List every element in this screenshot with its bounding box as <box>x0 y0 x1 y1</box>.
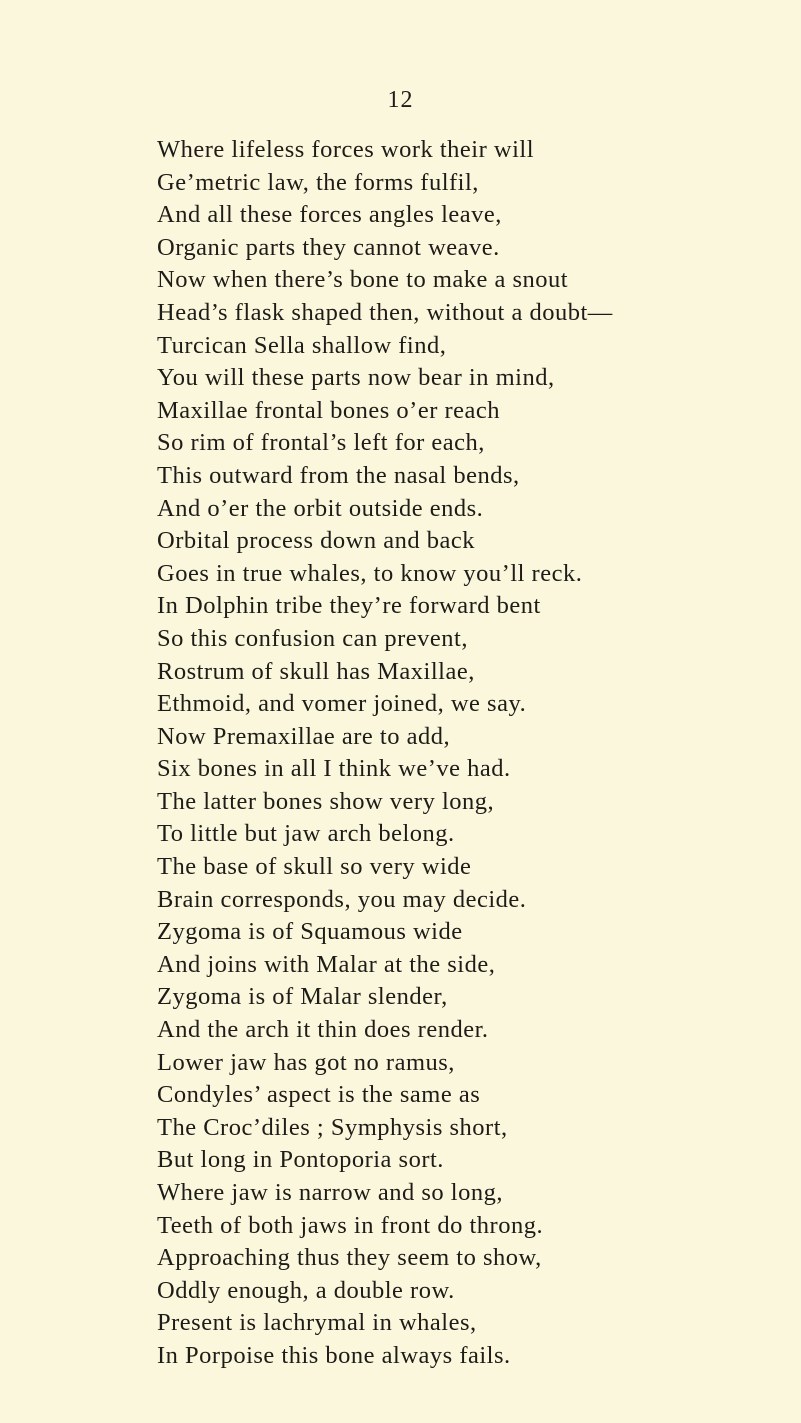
poem-line: Approaching thus they seem to show, <box>157 1244 542 1272</box>
poem-line: Turcican Sella shallow find, <box>157 331 447 359</box>
poem-line: Rostrum of skull has Maxillae, <box>157 657 475 685</box>
poem-line: So rim of frontal’s left for each, <box>157 429 485 457</box>
poem-line: The Croc’diles ; Symphysis short, <box>157 1113 508 1141</box>
poem-line: Zygoma is of Squamous wide <box>157 918 463 946</box>
poem-line: In Dolphin tribe they’re forward bent <box>157 592 541 620</box>
poem-line: To little but jaw arch belong. <box>157 820 455 848</box>
page-number: 12 <box>387 87 414 113</box>
poem-line: The latter bones show very long, <box>157 787 495 815</box>
poem-line: Oddly enough, a double row. <box>157 1276 455 1304</box>
poem-text <box>157 134 797 1373</box>
poem-line: Head’s flask shaped then, without a doubt— <box>157 298 613 326</box>
poem-line: So this confusion can prevent, <box>157 624 468 652</box>
poem-line: The base of skull so very wide <box>157 853 472 881</box>
poem-line: Brain corresponds, you may decide. <box>157 885 527 913</box>
poem-line: Lower jaw has got no ramus, <box>157 1048 455 1076</box>
poem-line: Orbital process down and back <box>157 527 475 555</box>
poem-line: Ethmoid, and vomer joined, we say. <box>157 690 527 718</box>
poem-line: And all these forces angles leave, <box>157 201 502 229</box>
poem-line: Present is lachrymal in whales, <box>157 1309 477 1337</box>
poem-line: Goes in true whales, to know you’ll reck. <box>157 559 583 587</box>
poem-line: But long in Pontoporia sort. <box>157 1146 444 1174</box>
poem-line: Maxillae frontal bones o’er reach <box>157 396 501 424</box>
poem-line: Ge’metric law, the forms fulfil, <box>157 168 479 196</box>
poem-line: And o’er the orbit outside ends. <box>157 494 484 522</box>
poem-line: Now Premaxillae are to add, <box>157 722 451 750</box>
poem-line: Organic parts they cannot weave. <box>157 233 500 261</box>
poem-line: Condyles’ aspect is the same as <box>157 1081 481 1109</box>
poem-line: Where jaw is narrow and so long, <box>157 1179 503 1206</box>
poem-line: Six bones in all I think we’ve had. <box>157 755 511 783</box>
poem-line: In Porpoise this bone always fails. <box>157 1341 511 1369</box>
poem-line: And joins with Malar at the side, <box>157 950 496 978</box>
poem-line: Where lifeless forces work their will <box>157 136 535 163</box>
poem-line: You will these parts now bear in mind, <box>157 364 555 392</box>
poem-line: Now when there’s bone to make a snout <box>157 266 569 294</box>
poem-line: Zygoma is of Malar slender, <box>157 983 448 1011</box>
poem-line: Teeth of both jaws in front do throng. <box>157 1211 544 1239</box>
poem-line: And the arch it thin does render. <box>157 1016 489 1044</box>
poem-line: This outward from the nasal bends, <box>157 461 520 489</box>
